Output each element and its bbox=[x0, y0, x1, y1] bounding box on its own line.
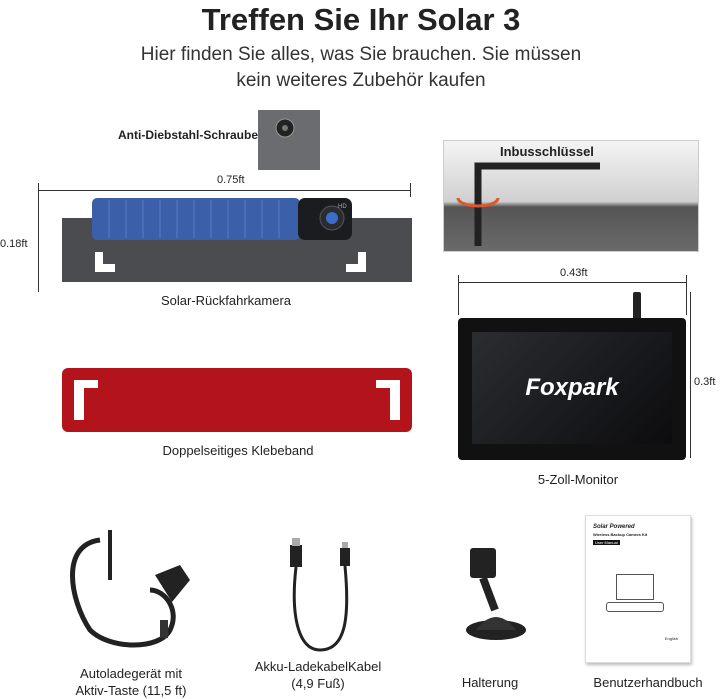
subtitle-line-1: Hier finden Sie alles, was Sie brauchen. Sie müssen bbox=[140, 44, 582, 65]
manual-title: Solar Powered bbox=[593, 524, 635, 530]
manual-badge: User Manual bbox=[595, 540, 618, 545]
hex-key-label: Inbusschlüssel bbox=[500, 144, 594, 159]
manual-monitor-drawing bbox=[616, 574, 654, 600]
camera-height-dim: 0.18ft bbox=[0, 238, 28, 250]
monitor-height-line bbox=[690, 292, 691, 458]
camera-width-dim: 0.75ft bbox=[214, 174, 248, 186]
accessory-label-car-charger: Autoladegerät mit Aktiv-Taste (11,5 ft) bbox=[75, 666, 187, 698]
dim-tick bbox=[458, 275, 459, 315]
dim-tick bbox=[410, 183, 411, 197]
hd-badge: HD bbox=[338, 204, 347, 210]
monitor-brand: Foxpark bbox=[525, 374, 619, 401]
accessory-label-manual: Benutzerhandbuch bbox=[593, 675, 703, 690]
dim-tick bbox=[686, 275, 687, 315]
monitor-width-dim: 0.43ft bbox=[557, 267, 591, 279]
width-dimension-line bbox=[38, 190, 410, 191]
monitor-width-line bbox=[458, 282, 686, 283]
camera-label: Solar-Rückfahrkamera bbox=[160, 293, 292, 308]
monitor-image bbox=[458, 318, 686, 460]
user-manual-image bbox=[585, 515, 691, 663]
page-title: Treffen Sie Ihr Solar 3 bbox=[201, 2, 521, 37]
height-dimension-line bbox=[38, 196, 39, 292]
monitor-height-dim: 0.3ft bbox=[694, 376, 716, 388]
tape-label: Doppelseitiges Klebeband bbox=[162, 443, 314, 458]
subtitle-line-2: kein weiteres Zubehör kaufen bbox=[236, 70, 486, 91]
manual-subtitle: Wireless Backup Camera Kit bbox=[593, 532, 648, 537]
mount-image bbox=[0, 0, 1, 1]
screw-label: Anti-Diebstahl-Schraube bbox=[118, 128, 259, 142]
accessory-label-mount: Halterung bbox=[461, 675, 519, 690]
dim-tick bbox=[38, 183, 39, 197]
manual-language: English bbox=[664, 636, 678, 641]
monitor-label: 5-Zoll-Monitor bbox=[537, 472, 619, 487]
manual-camera-drawing bbox=[606, 602, 664, 612]
accessory-label-cable: Akku-LadekabelKabel (4,9 Fuß) bbox=[254, 659, 382, 691]
